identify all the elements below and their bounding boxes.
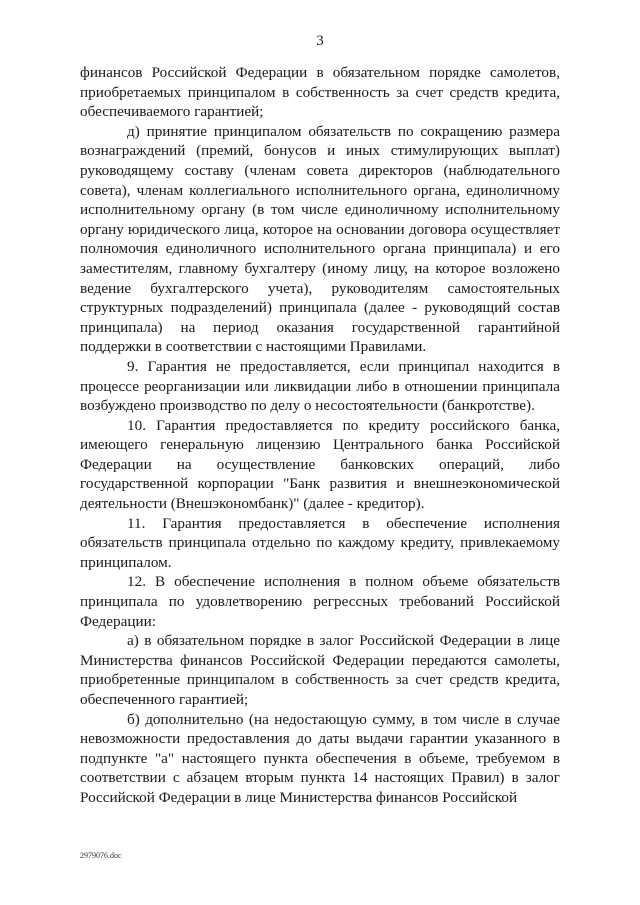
- paragraph-item-b: б) дополнительно (на недостающую сумму, в том числе в случае невозможности предоставления до даты выдачи гарантии указанного в подпункте "а" настоящего пункта обеспечения в объеме, требуемом в соответствии с абзацем вторым пункта 14 настоящих Правил) в залог Российской Федерации в лице Министерства финансов Российской: [80, 710, 560, 806]
- document-file-code: 2979076.doc: [80, 851, 122, 860]
- paragraph-continuation: финансов Российской Федерации в обязательном порядке самолетов, приобретаемых принципалом в собственность за счет средств кредита, обеспечиваемого гарантией;: [80, 64, 560, 121]
- paragraph-11: 11. Гарантия предоставляется в обеспечение исполнения обязательств принципала отдельно по каждому кредиту, привлекаемому принципалом.: [80, 514, 560, 571]
- paragraph-item-d: д) принятие принципалом обязательств по сокращению размера вознаграждений (премий, бонусов и иных стимулирующих выплат) руководящему составу (членам совета директоров (наблюдательного совета), членам коллегиального исполнительного органа, единоличному исполнительному органу (в том числе единоличному исполнительному органу юридического лица, которое на основании договора осуществляет полномочия единоличного исполнительного органа принципала) и его заместителям, главному бухгалтеру (иному лицу, на которое возложено ведение бухгалтерского учета), руководителям самостоятельных структурных подразделений) принципала (далее - руководящий состав принципала) на период оказания государственной гарантийной поддержки в соответствии с настоящими Правилами.: [80, 122, 560, 356]
- document-body: [80, 63, 560, 808]
- paragraph-item-a: а) в обязательном порядке в залог Российской Федерации в лице Министерства финансов Российской Федерации передаются самолеты, приобретенные принципалом в собственность за счет средств кредита, обеспеченного гарантией;: [80, 632, 560, 708]
- paragraph-10: 10. Гарантия предоставляется по кредиту российского банка, имеющего генеральную лицензию Центрального банка Российской Федерации на осуществление банковских операций, либо государственной корпорации "Банк развития и внешнеэкономической деятельности (Внешэкономбанк)" (далее - кредитор).: [80, 416, 560, 513]
- paragraph-12: 12. В обеспечение исполнения в полном объеме обязательств принципала по удовлетворению регрессных требований Российской Федерации:: [80, 573, 560, 630]
- page-number: 3: [316, 33, 324, 49]
- paragraph-9: 9. Гарантия не предоставляется, если принципал находится в процессе реорганизации или ликвидации либо в отношении принципала возбуждено производство по делу о несостоятельности (банкротстве).: [80, 357, 560, 415]
